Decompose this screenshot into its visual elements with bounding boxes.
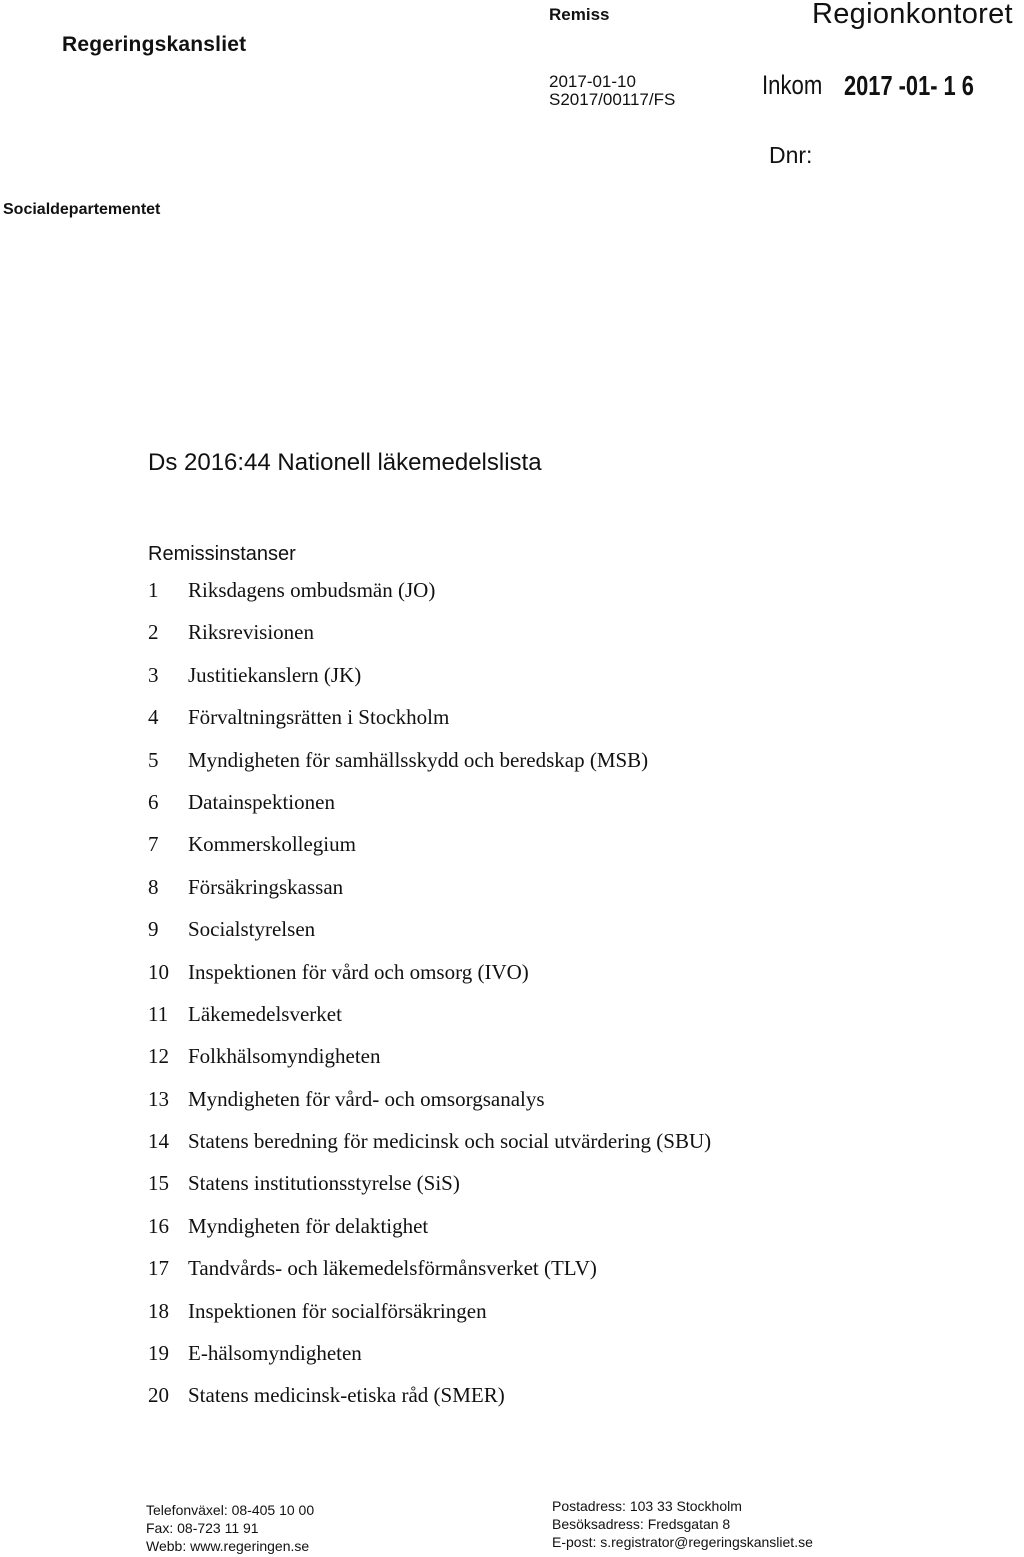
footer-visit: Besöksadress: Fredsgatan 8 — [552, 1516, 731, 1532]
list-item — [148, 748, 711, 790]
list-item — [148, 960, 711, 1002]
list-item-number: 20 — [148, 1383, 169, 1408]
reference-number: S2017/00117/FS — [549, 90, 676, 109]
list-item-name: Myndigheten för samhällsskydd och beredskap (MSB) — [188, 747, 649, 772]
list-item-name: Myndigheten för vård- och omsorgsanalys — [188, 1086, 545, 1111]
list-item — [148, 832, 711, 874]
list-item-name: Riksrevisionen — [188, 620, 314, 645]
recipient-list — [148, 578, 711, 1426]
list-item-name: Statens institutionsstyrelse (SiS) — [188, 1171, 460, 1196]
footer-fax: Fax: 08-723 11 91 — [146, 1520, 259, 1536]
list-item — [148, 1171, 711, 1213]
list-item-name: Riksdagens ombudsmän (JO) — [188, 578, 436, 602]
list-item — [148, 1341, 711, 1383]
footer-address — [552, 1497, 813, 1551]
stamp-dnr-label: Dnr: — [769, 142, 813, 168]
list-heading: Remissinstanser — [148, 543, 296, 565]
list-item — [148, 1299, 711, 1341]
list-item — [148, 1129, 711, 1171]
list-item-number: 4 — [148, 705, 159, 730]
list-item-name: Förvaltningsrätten i Stockholm — [188, 705, 450, 730]
list-item-name: Tandvårds- och läkemedelsförmånsverket (TLV) — [188, 1256, 597, 1281]
list-item-name: Inspektionen för socialförsäkringen — [188, 1298, 487, 1323]
list-item-name: Läkemedelsverket — [188, 1001, 342, 1026]
list-item — [148, 1214, 711, 1256]
department-name: Socialdepartementet — [3, 201, 161, 218]
list-item-name: Statens beredning för medicinsk och social utvärdering (SBU) — [188, 1129, 712, 1154]
list-item-number: 15 — [148, 1171, 169, 1196]
list-item-number: 5 — [148, 747, 159, 772]
list-item-name: Socialstyrelsen — [188, 917, 316, 942]
list-item — [148, 1002, 711, 1044]
footer-web: Webb: www.regeringen.se — [146, 1538, 310, 1554]
list-item — [148, 620, 711, 662]
document-subject: Ds 2016:44 Nationell läkemedelslista — [148, 449, 542, 476]
list-item-number: 18 — [148, 1298, 169, 1323]
list-item-number: 7 — [148, 832, 159, 857]
stamp-received-date: 2017 -01- 1 6 — [844, 70, 974, 101]
document-date: 2017-01-10 — [549, 72, 636, 91]
list-item-name: Justitiekanslern (JK) — [188, 662, 362, 687]
document-type: Remiss — [549, 5, 610, 24]
list-item-name: Kommerskollegium — [188, 832, 356, 857]
list-item-name: Försäkringskassan — [188, 874, 344, 899]
list-item-number: 13 — [148, 1086, 169, 1111]
list-item — [148, 1383, 711, 1425]
list-item-number: 9 — [148, 917, 159, 942]
list-item — [148, 1044, 711, 1086]
list-item-number: 19 — [148, 1341, 169, 1366]
sender-name: Regeringskansliet — [62, 33, 247, 56]
list-item-number: 2 — [148, 620, 159, 645]
list-item — [148, 705, 711, 747]
list-item-name: Statens medicinsk-etiska råd (SMER) — [188, 1383, 505, 1408]
list-item-name: Folkhälsomyndigheten — [188, 1044, 381, 1069]
footer-postal: Postadress: 103 33 Stockholm — [552, 1498, 742, 1514]
list-item — [148, 663, 711, 705]
list-item-number: 1 — [148, 578, 159, 602]
list-item-name: E-hälsomyndigheten — [188, 1341, 362, 1366]
footer-email: E-post: s.registrator@regeringskansliet.se — [552, 1534, 813, 1550]
list-item — [148, 1256, 711, 1298]
list-item — [148, 875, 711, 917]
list-item-name: Datainspektionen — [188, 789, 335, 814]
list-item-number: 16 — [148, 1213, 169, 1238]
list-item-number: 14 — [148, 1129, 169, 1154]
footer-contact — [146, 1501, 314, 1555]
list-item — [148, 790, 711, 832]
list-item-number: 6 — [148, 789, 159, 814]
list-item-number: 17 — [148, 1256, 169, 1281]
list-item — [148, 578, 711, 620]
list-item — [148, 1087, 711, 1129]
list-item-number: 11 — [148, 1001, 169, 1026]
list-item-name: Inspektionen för vård och omsorg (IVO) — [188, 959, 529, 984]
stamp-office: Regionkontoret — [812, 0, 1013, 30]
list-item-number: 10 — [148, 959, 169, 984]
footer-phone: Telefonväxel: 08-405 10 00 — [146, 1502, 315, 1518]
list-item-name: Myndigheten för delaktighet — [188, 1213, 429, 1238]
stamp-received-label: Inkom — [762, 70, 823, 100]
list-item-number: 12 — [148, 1044, 169, 1069]
list-item-number: 3 — [148, 662, 159, 687]
list-item — [148, 917, 711, 959]
list-item-number: 8 — [148, 874, 159, 899]
